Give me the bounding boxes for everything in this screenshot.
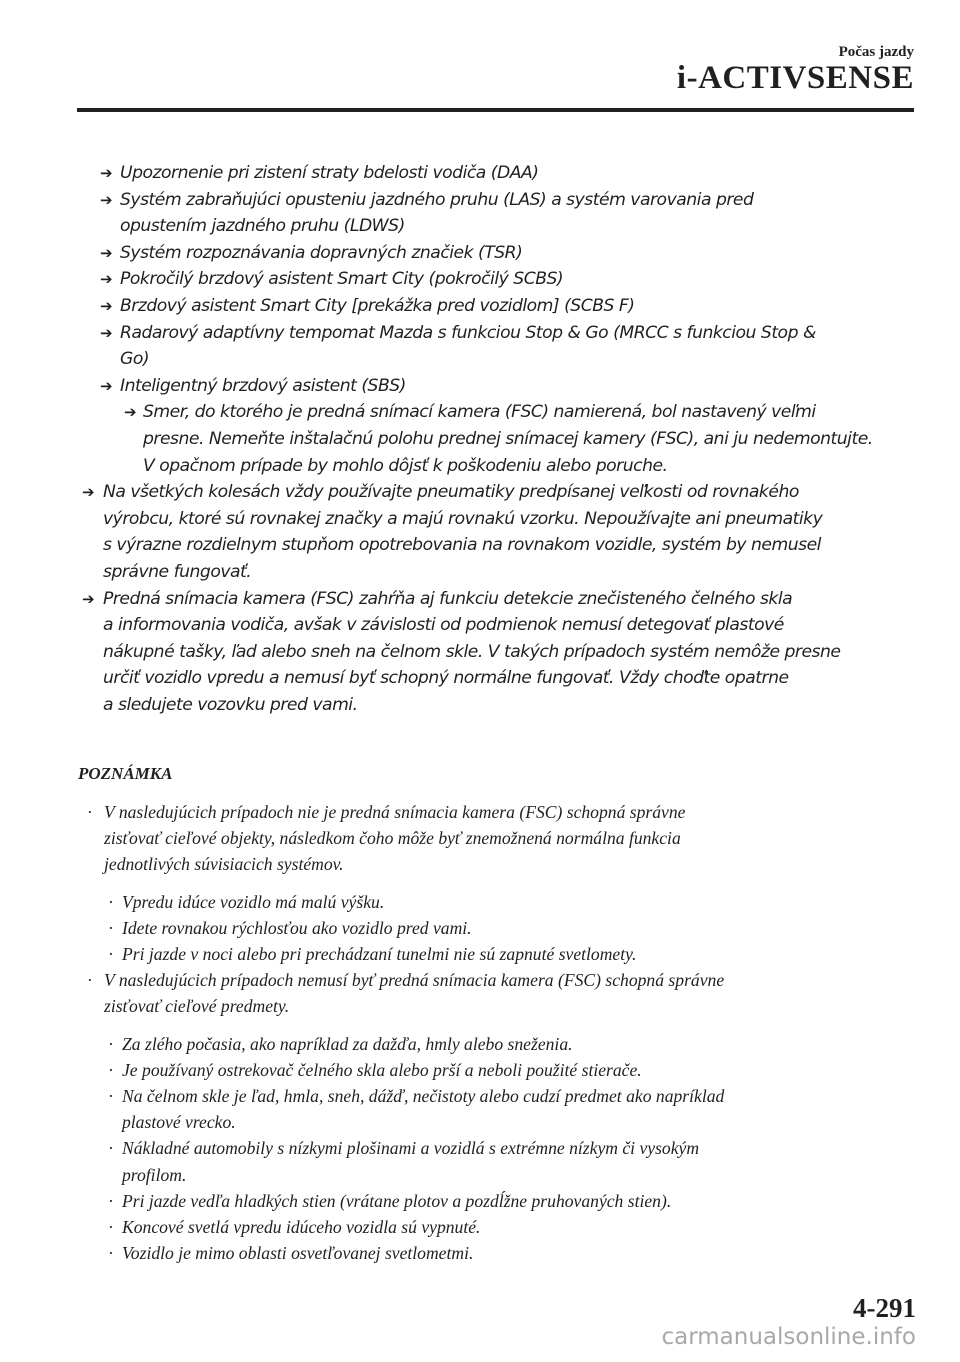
list-item bbox=[0, 320, 960, 347]
list-item bbox=[0, 399, 960, 426]
text-line-continued bbox=[0, 213, 960, 240]
spacer bbox=[0, 878, 960, 889]
item-text: Za zlého počasia, ako napríklad za dažďa, hmly alebo sneženia. bbox=[122, 1033, 573, 1054]
item-text: opustením jazdného pruhu (LDWS) bbox=[120, 216, 405, 237]
page-number: 4-291 bbox=[853, 1293, 916, 1323]
arrow-bullet-icon: ➔ bbox=[100, 323, 113, 342]
text-line-continued bbox=[0, 825, 960, 851]
arrow-bullet-icon: ➔ bbox=[100, 270, 113, 289]
item-text: Go) bbox=[120, 349, 150, 370]
item-text: Koncové svetlá vpredu idúceho vozidla sú vypnuté. bbox=[122, 1217, 481, 1238]
dot-bullet-icon: · bbox=[108, 891, 114, 912]
note-list bbox=[0, 799, 960, 1266]
item-text: výrobcu, ktoré sú rovnakej značky a majú rovnakú vzorku. Nepoužívajte ani pneumatiky bbox=[103, 508, 823, 529]
item-text: V nasledujúcich prípadoch nie je predná snímacia kamera (FSC) schopná správne bbox=[104, 802, 686, 822]
item-text: nákupné tašky, ľad alebo sneh na čelnom skle. V takých prípadoch systém nemôže presne bbox=[103, 641, 841, 662]
item-text: Vpredu idúce vozidlo má malú výšku. bbox=[122, 891, 385, 912]
text-line-continued bbox=[0, 1162, 960, 1188]
list-item bbox=[0, 1214, 960, 1240]
text-line-continued bbox=[0, 346, 960, 373]
watermark: carmanualsonline.info bbox=[661, 1324, 916, 1350]
item-text: Vozidlo je mimo oblasti osvetľovanej svetlometmi. bbox=[122, 1243, 474, 1264]
dot-bullet-icon: · bbox=[108, 1059, 114, 1080]
item-text: Smer, do ktorého je predná snímací kamera (FSC) namierená, bol nastavený veľmi bbox=[143, 402, 816, 423]
section-name: Počas jazdy bbox=[838, 44, 914, 60]
warning-list bbox=[0, 160, 960, 718]
dot-bullet-icon: · bbox=[108, 917, 114, 938]
list-item bbox=[0, 1083, 960, 1109]
arrow-bullet-icon: ➔ bbox=[124, 403, 137, 422]
item-text: Pokročilý brzdový asistent Smart City (pokročilý SCBS) bbox=[120, 269, 564, 290]
item-text: Pri jazde v noci alebo pri prechádzaní tunelmi nie sú zapnuté svetlomety. bbox=[122, 944, 637, 965]
item-text: Na čelnom skle je ľad, hmla, sneh, dážď, nečistoty alebo cudzí predmet ako napríklad bbox=[122, 1086, 725, 1107]
list-item bbox=[0, 266, 960, 293]
item-text: a informovania vodiča, avšak v závislosti od podmienok nemusí detegovať plastové bbox=[103, 615, 784, 636]
list-item bbox=[0, 373, 960, 400]
item-text: zisťovať cieľové objekty, následkom čoho môže byť znemožnená normálna funkcia bbox=[104, 828, 681, 849]
arrow-bullet-icon: ➔ bbox=[82, 589, 95, 608]
list-item bbox=[0, 1240, 960, 1266]
dot-bullet-icon: · bbox=[108, 1243, 114, 1264]
dot-bullet-icon: · bbox=[108, 944, 114, 965]
list-item bbox=[0, 889, 960, 915]
dot-bullet-icon: · bbox=[87, 802, 93, 822]
text-line-continued bbox=[0, 692, 960, 719]
text-line-continued bbox=[0, 532, 960, 559]
list-item bbox=[0, 799, 960, 825]
item-text: Radarový adaptívny tempomat Mazda s funkciou Stop & Go (MRCC s funkciou Stop & bbox=[120, 322, 816, 343]
list-item bbox=[0, 293, 960, 320]
text-line-continued bbox=[0, 612, 960, 639]
dot-bullet-icon: · bbox=[108, 1217, 114, 1238]
dot-bullet-icon: · bbox=[108, 1086, 114, 1107]
item-text: jednotlivých súvisiacich systémov. bbox=[104, 854, 344, 875]
text-line-continued bbox=[0, 506, 960, 533]
item-text: Predná snímacia kamera (FSC) zahŕňa aj funkciu detekcie znečisteného čelného skla bbox=[103, 588, 793, 609]
list-item bbox=[0, 1188, 960, 1214]
list-item bbox=[0, 1031, 960, 1057]
item-text: Brzdový asistent Smart City [prekážka pred vozidlom] (SCBS F) bbox=[120, 295, 635, 316]
dot-bullet-icon: · bbox=[108, 1138, 114, 1159]
text-line-continued bbox=[0, 639, 960, 666]
arrow-bullet-icon: ➔ bbox=[82, 483, 95, 502]
item-text: Je používaný ostrekovač čelného skla alebo prší a neboli použité stierače. bbox=[122, 1059, 642, 1080]
list-item bbox=[0, 1135, 960, 1161]
spacer bbox=[0, 1020, 960, 1031]
list-item bbox=[0, 967, 960, 993]
arrow-bullet-icon: ➔ bbox=[100, 243, 113, 262]
chapter-title: i-ACTIVSENSE bbox=[676, 60, 914, 96]
item-text: Systém zabraňujúci opusteniu jazdného pruhu (LAS) a systém varovania pred bbox=[120, 189, 754, 210]
item-text: zisťovať cieľové predmety. bbox=[104, 996, 290, 1017]
arrow-bullet-icon: ➔ bbox=[100, 190, 113, 209]
list-item bbox=[0, 160, 960, 187]
list-item bbox=[0, 1057, 960, 1083]
list-item bbox=[0, 941, 960, 967]
item-text: Inteligentný brzdový asistent (SBS) bbox=[120, 375, 406, 396]
arrow-bullet-icon: ➔ bbox=[100, 376, 113, 395]
item-text: V opačnom prípade by mohlo dôjsť k poškodeniu alebo poruche. bbox=[143, 455, 668, 476]
item-text: V nasledujúcich prípadoch nemusí byť predná snímacia kamera (FSC) schopná správne bbox=[104, 970, 725, 991]
dot-bullet-icon: · bbox=[108, 1190, 114, 1211]
header-rule bbox=[77, 108, 914, 112]
item-text: správne fungovať. bbox=[103, 561, 252, 582]
note-heading: POZNÁMKA bbox=[78, 764, 173, 783]
text-line-continued bbox=[0, 453, 960, 480]
item-text: plastové vrecko. bbox=[122, 1112, 236, 1133]
item-text: určiť vozidlo vpredu a nemusí byť schopný normálne fungovať. Vždy choďte opatrne bbox=[103, 668, 789, 689]
text-line-continued bbox=[0, 1109, 960, 1135]
text-line-continued bbox=[0, 993, 960, 1019]
text-line-continued bbox=[0, 559, 960, 586]
list-item bbox=[0, 915, 960, 941]
list-item bbox=[0, 479, 960, 506]
list-item bbox=[0, 586, 960, 613]
list-item bbox=[0, 240, 960, 267]
item-text: Na všetkých kolesách vždy používajte pneumatiky predpísanej veľkosti od rovnakého bbox=[103, 482, 799, 503]
item-text: Nákladné automobily s nízkymi plošinami a vozidlá s extrémne nízkym či vysokým bbox=[122, 1138, 700, 1159]
list-item bbox=[0, 187, 960, 214]
item-text: profilom. bbox=[122, 1164, 187, 1185]
item-text: Upozornenie pri zistení straty bdelosti vodiča (DAA) bbox=[120, 163, 539, 183]
text-line-continued bbox=[0, 851, 960, 877]
item-text: presne. Nemeňte inštalačnú polohu prednej snímacej kamery (FSC), ani ju nedemontujte. bbox=[143, 428, 873, 449]
arrow-bullet-icon: ➔ bbox=[100, 296, 113, 315]
item-text: Systém rozpoznávania dopravných značiek (TSR) bbox=[120, 242, 523, 263]
text-line-continued bbox=[0, 426, 960, 453]
item-text: Idete rovnakou rýchlosťou ako vozidlo pred vami. bbox=[122, 917, 472, 938]
arrow-bullet-icon: ➔ bbox=[100, 164, 113, 182]
dot-bullet-icon: · bbox=[87, 970, 93, 991]
item-text: Pri jazde vedľa hladkých stien (vrátane plotov a pozdĺžne pruhovaných stien). bbox=[122, 1190, 672, 1211]
item-text: a sledujete vozovku pred vami. bbox=[103, 694, 358, 715]
text-line-continued bbox=[0, 665, 960, 692]
item-text: s výrazne rozdielnym stupňom opotrebovania na rovnakom vozidle, systém by nemusel bbox=[103, 535, 821, 556]
dot-bullet-icon: · bbox=[108, 1033, 114, 1054]
